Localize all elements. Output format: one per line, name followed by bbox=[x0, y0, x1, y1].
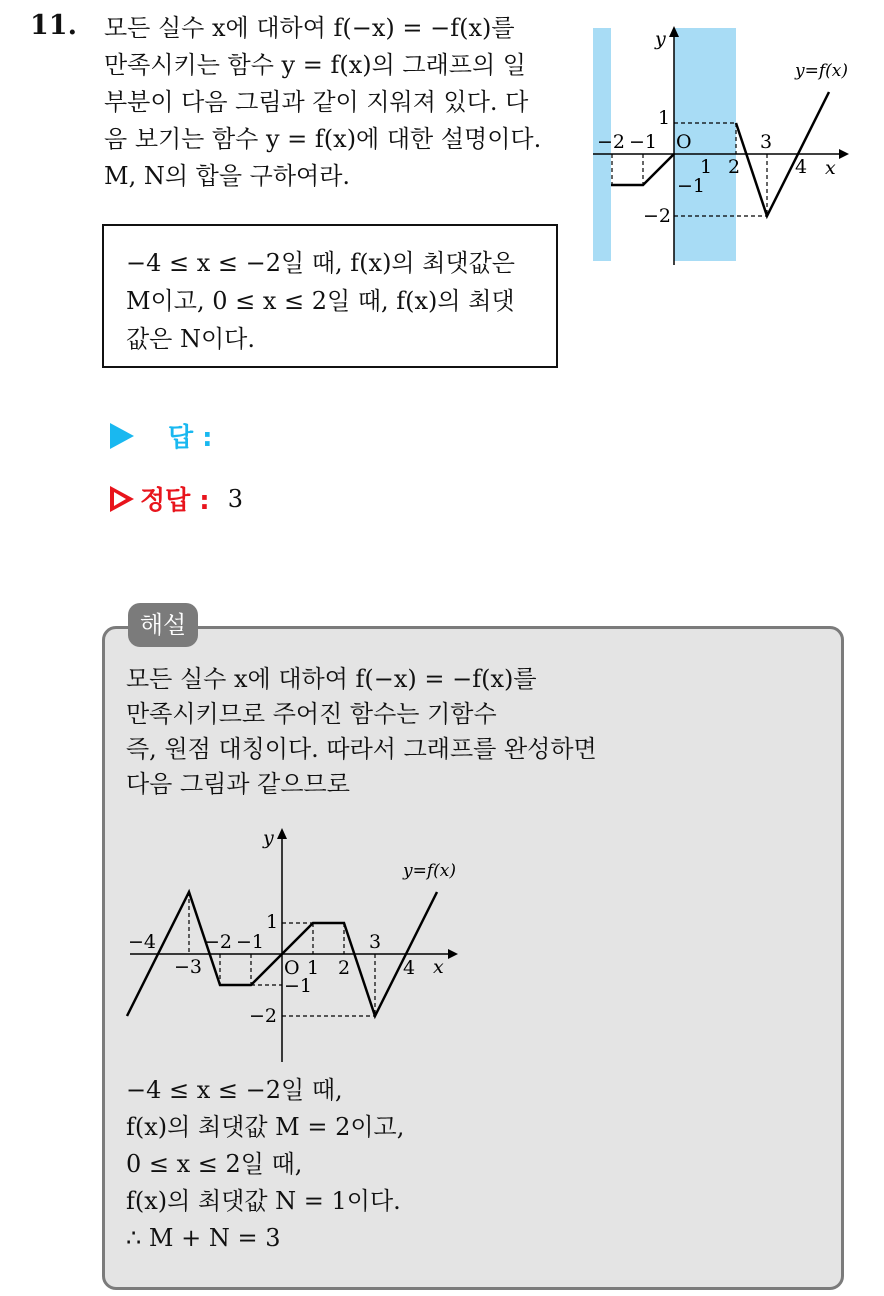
solution-conclusion bbox=[126, 1072, 404, 1257]
x-tick-label: −2 bbox=[597, 131, 626, 153]
y-axis-label: y bbox=[263, 827, 274, 849]
x-axis-label: x bbox=[433, 956, 444, 978]
origin-label: O bbox=[284, 957, 300, 979]
play-outline-icon bbox=[110, 486, 134, 512]
x-tick-label: −4 bbox=[128, 931, 157, 953]
problem-line: 부분이 다음 그림과 같이 지워져 있다. 다 bbox=[104, 88, 529, 116]
x-tick-label: 2 bbox=[338, 957, 351, 979]
x-tick-label: 4 bbox=[403, 957, 416, 979]
solution-line: 즉, 원점 대칭이다. 따라서 그래프를 완성하면 bbox=[126, 735, 597, 763]
x-tick-label: 2 bbox=[728, 156, 741, 178]
correct-answer-value: 3 bbox=[227, 484, 243, 513]
solution-tag: 해설 bbox=[128, 603, 198, 647]
solution-line: f(x)의 최댓값 N = 1이다. bbox=[126, 1187, 401, 1215]
solution-line: 0 ≤ x ≤ 2일 때, bbox=[126, 1150, 303, 1178]
origin-label: O bbox=[676, 131, 692, 153]
y-tick-label: −1 bbox=[677, 175, 706, 197]
y-axis-label: y bbox=[655, 28, 666, 50]
condition-box bbox=[102, 224, 558, 368]
x-tick-label: −1 bbox=[629, 131, 658, 153]
problem-line: 만족시키는 함수 y = f(x)의 그래프의 일 bbox=[104, 51, 526, 79]
x-axis-arrow bbox=[448, 949, 458, 959]
x-tick-label: 4 bbox=[795, 156, 808, 178]
problem-line: M, N의 합을 구하여라. bbox=[104, 162, 351, 190]
problem-text bbox=[104, 10, 574, 195]
answer-label: 답 : bbox=[168, 423, 213, 453]
x-tick-label: −2 bbox=[204, 931, 233, 953]
x-tick-label: 1 bbox=[700, 156, 713, 178]
x-tick-label: 1 bbox=[307, 957, 320, 979]
solution-line: −4 ≤ x ≤ −2일 때, bbox=[126, 1076, 343, 1104]
solution-graph bbox=[118, 820, 478, 1070]
solution-line: 만족시키므로 주어진 함수는 기함수 bbox=[126, 700, 497, 728]
condition-line: −4 ≤ x ≤ −2일 때, f(x)의 최댓값은 bbox=[126, 249, 515, 277]
problem-graph bbox=[585, 20, 870, 270]
answer-row bbox=[110, 417, 213, 454]
x-tick-label: 3 bbox=[760, 131, 773, 153]
solution-line: 모든 실수 x에 대하여 f(−x) = −f(x)를 bbox=[126, 665, 537, 693]
problem-line: 모든 실수 x에 대하여 f(−x) = −f(x)를 bbox=[104, 14, 515, 42]
condition-line: 값은 N이다. bbox=[126, 325, 255, 353]
x-axis-label: x bbox=[825, 157, 836, 179]
solution-line: 다음 그림과 같으므로 bbox=[126, 770, 350, 798]
problem-number: 11. bbox=[30, 10, 77, 41]
solution-line: ∴ M + N = 3 bbox=[126, 1224, 281, 1252]
problem-line: 음 보기는 함수 y = f(x)에 대한 설명이다. bbox=[104, 125, 542, 153]
y-tick-label: 1 bbox=[266, 911, 279, 933]
x-axis-arrow bbox=[839, 149, 849, 159]
solution-text bbox=[126, 662, 597, 802]
x-tick-label: 3 bbox=[369, 931, 382, 953]
condition-line: M이고, 0 ≤ x ≤ 2일 때, f(x)의 최댓 bbox=[126, 287, 515, 315]
x-tick-label: −3 bbox=[174, 956, 203, 978]
play-icon bbox=[110, 423, 134, 449]
x-tick-label: −1 bbox=[236, 931, 265, 953]
y-tick-label: −1 bbox=[284, 975, 313, 997]
solution-line: f(x)의 최댓값 M = 2이고, bbox=[126, 1113, 405, 1141]
correct-answer-row bbox=[110, 480, 243, 517]
correct-answer-label: 정답 : bbox=[140, 486, 210, 516]
y-tick-label: −2 bbox=[643, 205, 672, 227]
y-tick-label: 1 bbox=[658, 107, 671, 129]
y-axis-arrow bbox=[277, 828, 287, 839]
y-tick-label: −2 bbox=[249, 1005, 278, 1027]
curve-label: y=f(x) bbox=[795, 61, 848, 81]
curve-label: y=f(x) bbox=[403, 861, 456, 881]
